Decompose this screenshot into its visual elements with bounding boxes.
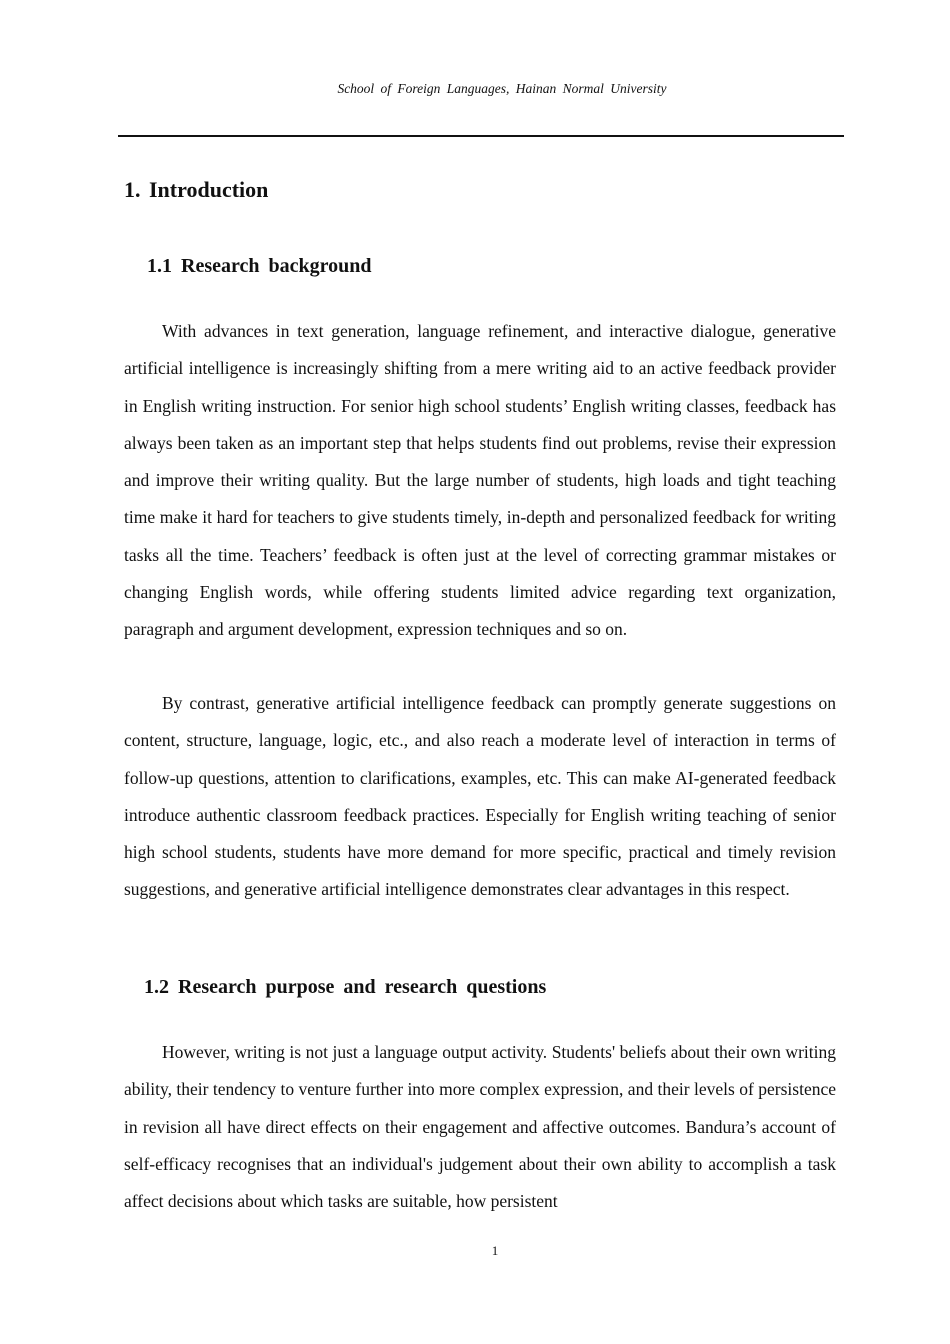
paragraph-2: By contrast, generative artificial intelligence feedback can promptly generate suggestions on content, structure, language, logic, etc., and also reach a moderate level of interaction in terms of follow-up questions, attention to clarifications, examples, etc. This can make AI-generated feedback introduce authentic classroom feedback practices. Especially for English writing teaching of senior high school students, students have more demand for more specific, practical and timely revision suggestions, and generative artificial intelligence demonstrates clear advantages in this respect.: [124, 693, 836, 900]
subsection-heading-research-purpose: 1.2 Research purpose and research questions: [144, 976, 547, 998]
paragraph-1: With advances in text generation, language refinement, and interactive dialogue, generative artificial intelligence is increasingly shifting from a mere writing aid to an active feedback provider in English writing instruction. For senior high school students’ English writing classes, feedback has always been taken as an important step that helps students find out problems, revise their expression and improve their writing quality. But the large number of students, high loads and tight teaching time make it hard for teachers to give students timely, in-depth and personalized feedback for writing tasks all the time. Teachers’ feedback is often just at the level of correcting grammar mistakes or changing English words, while offering students limited advice regarding text organization, paragraph and argument development, expression techniques and so on.: [124, 321, 836, 640]
section-heading-introduction: 1. Introduction: [124, 177, 269, 202]
subsection-heading-research-background: 1.1 Research background: [147, 255, 372, 277]
running-header: School of Foreign Languages, Hainan Normal University: [337, 81, 667, 96]
paragraph-3: However, writing is not just a language output activity. Students' beliefs about their own writing ability, their tendency to venture further into more complex expression, and their levels of persistence in revision all have direct effects on their engagement and affective outcomes. Bandura’s account of self-efficacy recognises that an individual's judgement about their own ability to accomplish a task affect decisions about which tasks are suitable, how persistent: [124, 1042, 836, 1212]
page-number: 1: [491, 1243, 499, 1258]
header-rule: [118, 135, 844, 137]
